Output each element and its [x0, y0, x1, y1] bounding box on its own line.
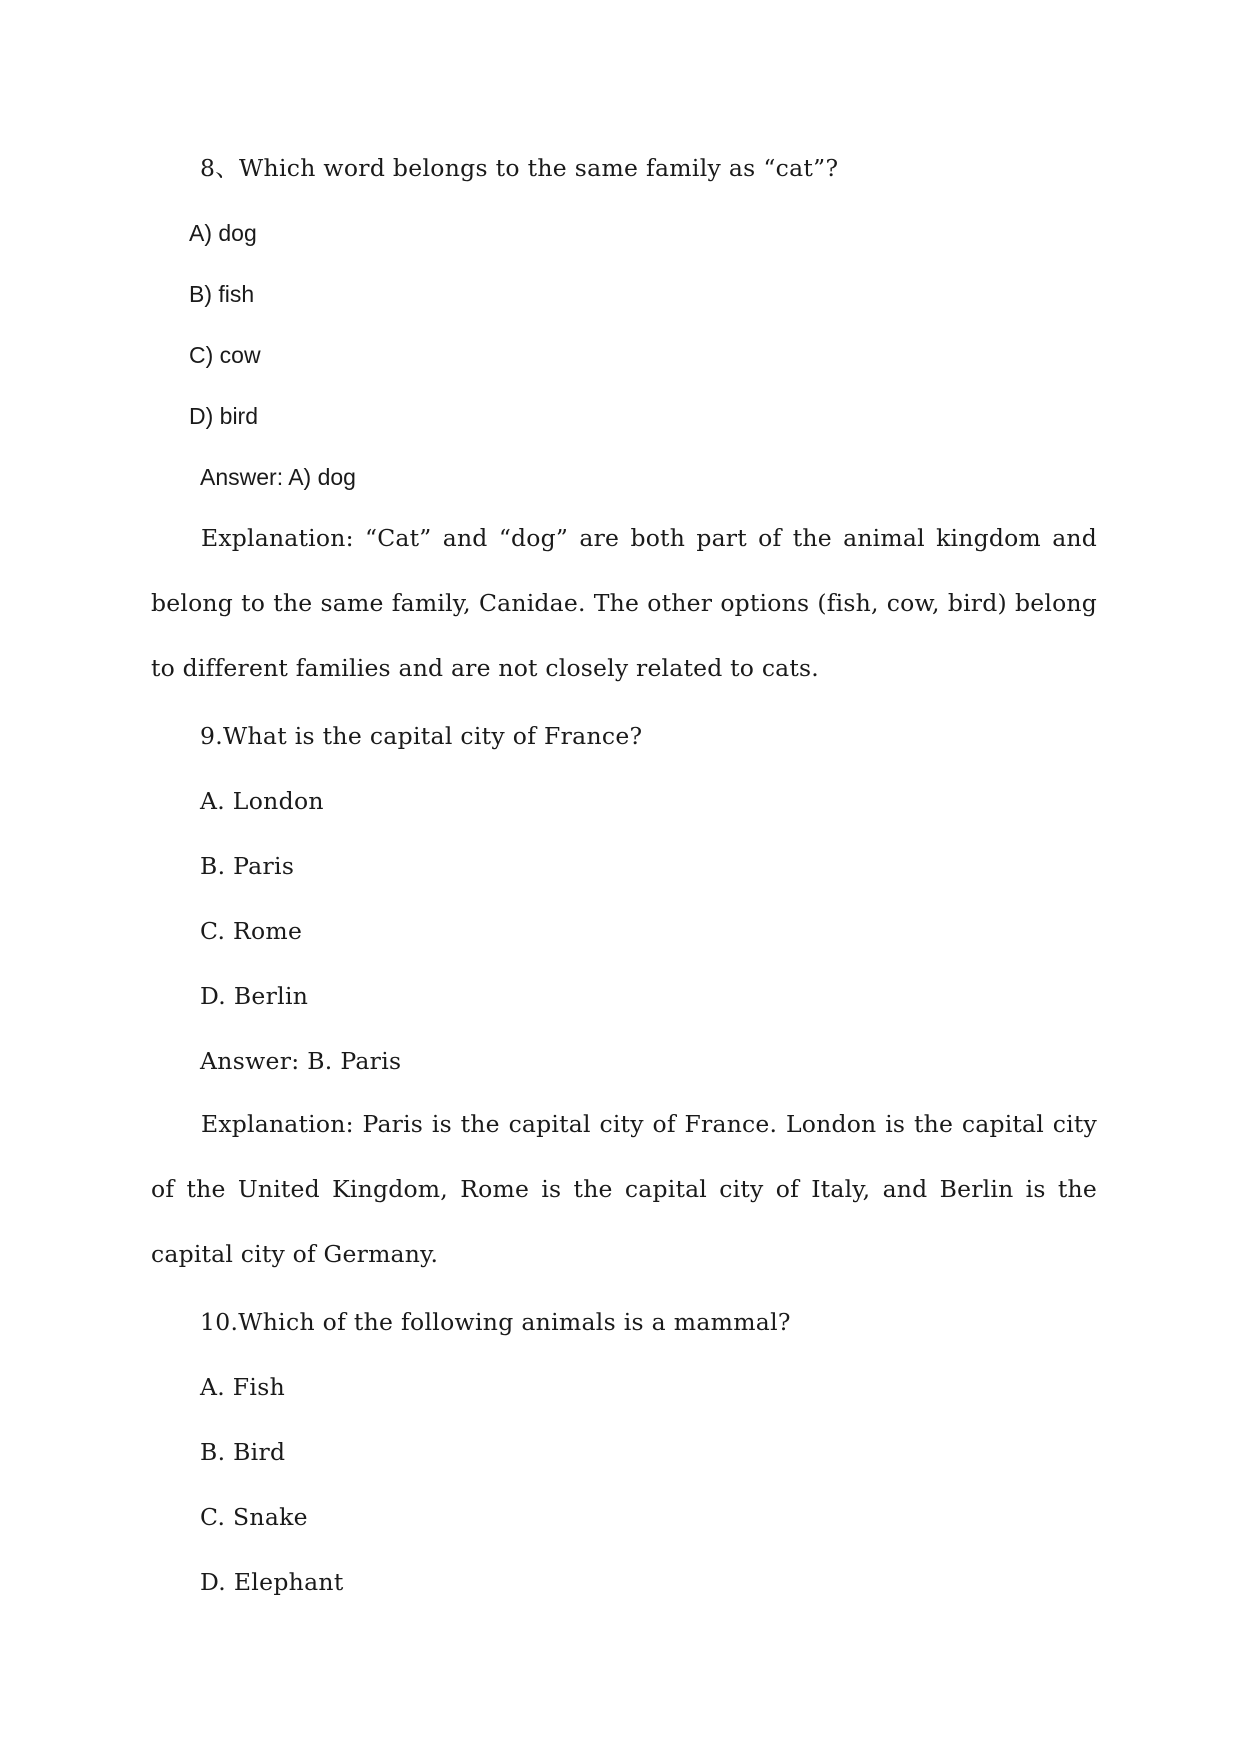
question-8-option-d: D) bird — [189, 403, 259, 429]
question-10-option-a: A. Fish — [200, 1373, 286, 1401]
question-10-option-c: C. Snake — [200, 1503, 308, 1531]
question-8-option-c: C) cow — [189, 342, 261, 368]
question-8-answer: Answer: A) dog — [200, 464, 356, 490]
question-10-option-b: B. Bird — [200, 1438, 286, 1466]
question-8-option-a: A) dog — [189, 220, 257, 246]
question-8-explanation: Explanation: “Cat” and “dog” are both part of the animal kingdom and belong to the same family, Canidae. The other options (fish, cow, bird) belong to different families and are not closely related to cats. — [151, 524, 1097, 682]
question-9-explanation: Explanation: Paris is the capital city of France. London is the capital city of the United Kingdom, Rome is the capital city of Italy, and Berlin is the capital city of Germany. — [151, 1110, 1097, 1268]
question-9-answer: Answer: B. Paris — [200, 1047, 402, 1075]
question-10-option-d: D. Elephant — [200, 1568, 344, 1596]
question-9-option-b: B. Paris — [200, 852, 295, 880]
question-9-option-c: C. Rome — [200, 917, 303, 945]
question-9-text: 9.What is the capital city of France? — [200, 722, 643, 750]
question-9-option-a: A. London — [200, 787, 324, 815]
question-8-text: 8、Which word belongs to the same family as “cat”? — [200, 154, 839, 182]
question-9-option-d: D. Berlin — [200, 982, 309, 1010]
question-10-text: 10.Which of the following animals is a mammal? — [200, 1308, 791, 1336]
question-8-option-b: B) fish — [189, 281, 255, 307]
